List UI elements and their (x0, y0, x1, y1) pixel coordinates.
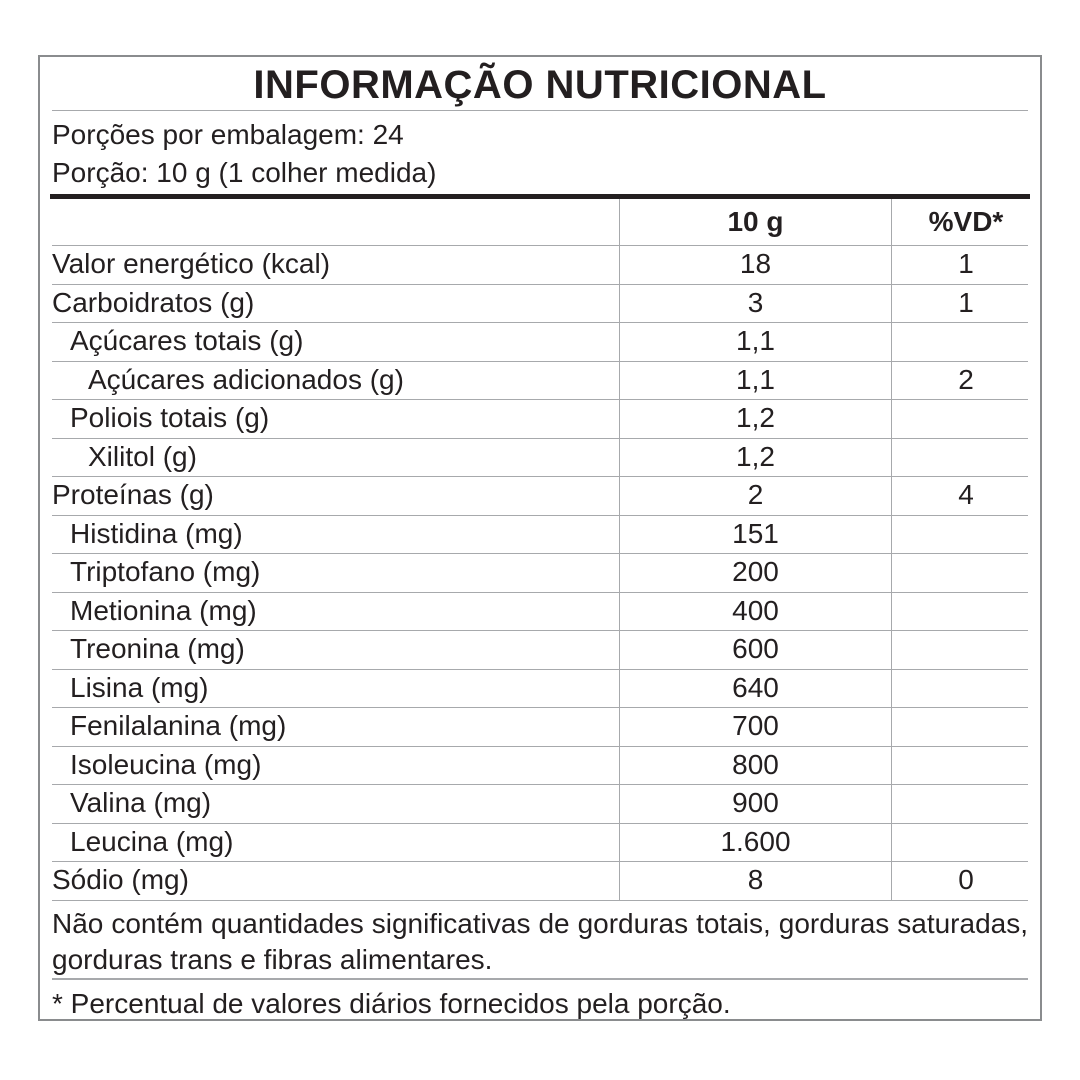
table-header-spacer (40, 199, 619, 245)
insignificant-amounts-note: Não contém quantidades significativas de gorduras totais, gorduras saturadas, gorduras trans e fibras alimentares. (40, 900, 1040, 978)
nutrient-dv (891, 322, 1040, 361)
nutrient-dv (891, 399, 1040, 438)
table-row (40, 707, 1040, 746)
nutrient-name: Sódio (mg) (52, 864, 189, 896)
nutrient-amount: 8 (619, 861, 891, 900)
nutrient-name: Metionina (mg) (70, 594, 257, 626)
table-row (40, 245, 1040, 284)
table-row (40, 515, 1040, 554)
nutrient-name: Açúcares totais (g) (70, 325, 304, 357)
table-row (40, 861, 1040, 900)
nutrient-amount: 2 (619, 476, 891, 515)
nutrient-amount: 18 (619, 245, 891, 284)
nutrient-amount: 400 (619, 592, 891, 631)
nutrient-name: Isoleucina (mg) (70, 748, 262, 780)
nutrient-name: Leucina (mg) (70, 825, 234, 857)
table-row (40, 823, 1040, 862)
table-row (40, 438, 1040, 477)
nutrient-amount: 1.600 (619, 823, 891, 862)
nutrient-dv (891, 438, 1040, 477)
nutrient-dv (891, 553, 1040, 592)
nutrient-name: Valor energético (kcal) (52, 248, 331, 280)
nutrient-name: Triptofano (mg) (70, 556, 261, 588)
nutrient-dv (891, 630, 1040, 669)
servings-per-package: Porções por embalagem: 24 (52, 119, 404, 150)
table-header-row (40, 199, 1040, 245)
nutrient-dv: 2 (891, 361, 1040, 400)
nutrition-label (38, 55, 1042, 1021)
nutrient-amount: 1,2 (619, 399, 891, 438)
nutrient-name: Açúcares adicionados (g) (88, 363, 404, 395)
nutrient-amount: 1,1 (619, 361, 891, 400)
table-row (40, 399, 1040, 438)
nutrient-dv (891, 746, 1040, 785)
nutrient-dv (891, 707, 1040, 746)
nutrient-amount: 1,2 (619, 438, 891, 477)
nutrient-amount: 640 (619, 669, 891, 708)
table-row (40, 669, 1040, 708)
nutrient-amount: 700 (619, 707, 891, 746)
label-title: INFORMAÇÃO NUTRICIONAL (253, 63, 827, 107)
nutrient-amount: 600 (619, 630, 891, 669)
nutrient-name: Treonina (mg) (70, 633, 245, 665)
table-row (40, 592, 1040, 631)
table-row (40, 476, 1040, 515)
table-row (40, 784, 1040, 823)
nutrient-dv: 4 (891, 476, 1040, 515)
nutrient-amount: 800 (619, 746, 891, 785)
nutrient-name: Lisina (mg) (70, 671, 209, 703)
nutrient-dv: 1 (891, 245, 1040, 284)
table-row (40, 553, 1040, 592)
portion-size: Porção: 10 g (1 colher medida) (52, 157, 437, 188)
nutrient-dv (891, 669, 1040, 708)
column-header-amount: 10 g (619, 199, 891, 245)
table-row (40, 284, 1040, 323)
nutrient-name: Histidina (mg) (70, 517, 243, 549)
table-row (40, 322, 1040, 361)
nutrient-dv: 0 (891, 861, 1040, 900)
nutrient-name: Fenilalanina (mg) (70, 710, 287, 742)
nutrient-amount: 900 (619, 784, 891, 823)
nutrition-table (40, 245, 1040, 900)
table-row (40, 746, 1040, 785)
nutrient-name: Proteínas (g) (52, 479, 214, 511)
nutrient-dv (891, 592, 1040, 631)
daily-values-footnote: * Percentual de valores diários fornecidos pela porção. (52, 987, 731, 1019)
nutrient-dv (891, 823, 1040, 862)
nutrient-dv: 1 (891, 284, 1040, 323)
table-row (40, 361, 1040, 400)
serving-info (40, 111, 1040, 194)
table-row (40, 630, 1040, 669)
nutrient-amount: 3 (619, 284, 891, 323)
nutrient-name: Carboidratos (g) (52, 286, 255, 318)
column-header-dv: %VD* (891, 199, 1040, 245)
nutrient-name: Poliois totais (g) (70, 402, 270, 434)
nutrient-amount: 151 (619, 515, 891, 554)
nutrient-amount: 200 (619, 553, 891, 592)
nutrient-dv (891, 515, 1040, 554)
nutrient-name: Xilitol (g) (88, 440, 197, 472)
nutrient-name: Valina (mg) (70, 787, 212, 819)
nutrient-amount: 1,1 (619, 322, 891, 361)
nutrient-dv (891, 784, 1040, 823)
